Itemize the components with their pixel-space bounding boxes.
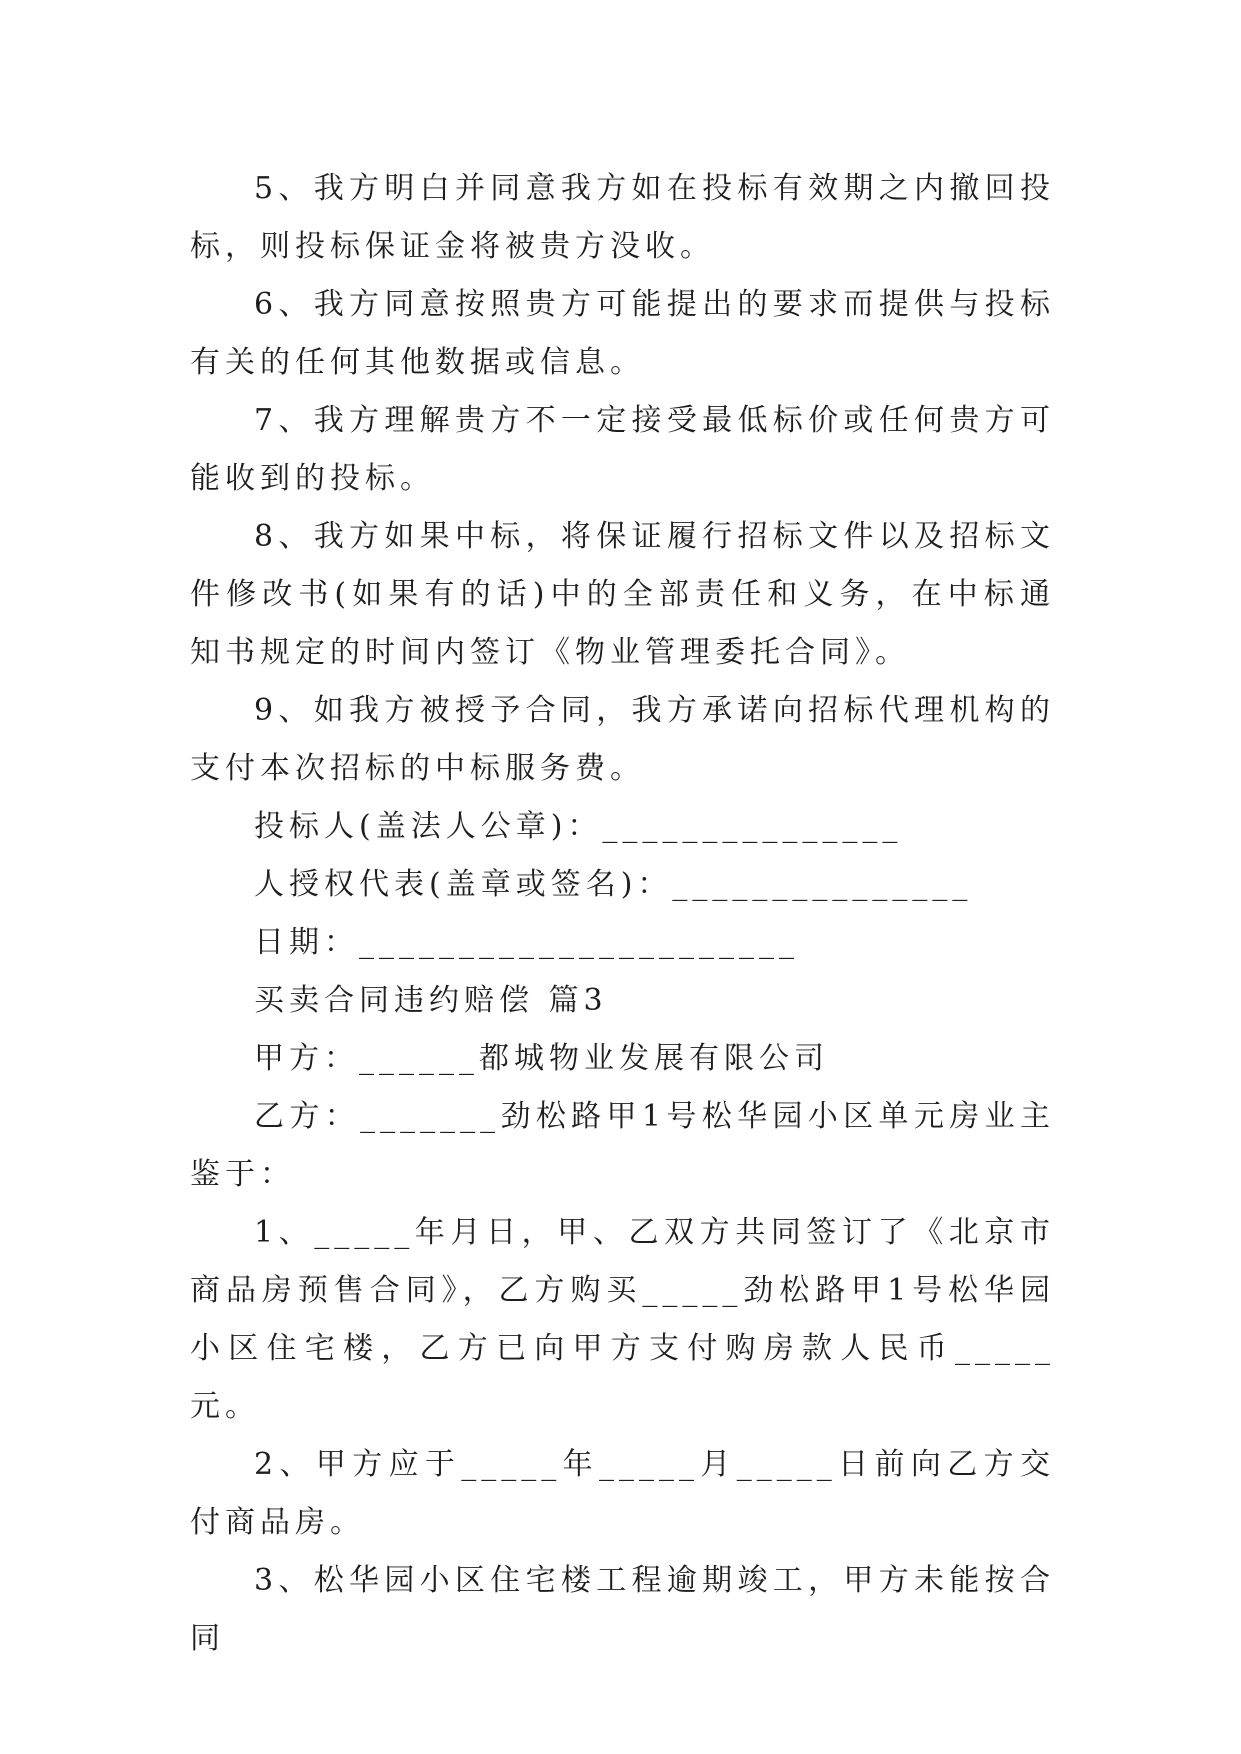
- party-b-line: 乙方：_______劲松路甲1号松华园小区单元房业主鉴于：: [190, 1099, 1055, 1192]
- authorized-rep-line: 人授权代表(盖章或签名)：_______________: [254, 867, 973, 902]
- clause-3: 3、松华园小区住宅楼工程逾期竣工，甲方未能按合同: [190, 1563, 1055, 1656]
- bidder-seal-line: 投标人(盖法人公章)：_______________: [254, 809, 903, 844]
- paragraph-9: 9、如我方被授予合同，我方承诺向招标代理机构的支付本次招标的中标服务费。: [190, 693, 1055, 786]
- paragraph-8: 8、我方如果中标，将保证履行招标文件以及招标文件修改书(如果有的话)中的全部责任和义务，在中标通知书规定的时间内签订《物业管理委托合同》。: [190, 519, 1055, 670]
- clause-1: 1、_____年月日，甲、乙双方共同签订了《北京市商品房预售合同》，乙方购买_____劲松路甲1号松华园小区住宅楼，乙方已向甲方支付购房款人民币_____元。: [190, 1215, 1055, 1424]
- date-line: 日期：______________________: [254, 925, 799, 960]
- document-body: [190, 160, 1055, 1668]
- clause-2: 2、甲方应于_____年_____月_____日前向乙方交付商品房。: [190, 1447, 1055, 1540]
- paragraph-6: 6、我方同意按照贵方可能提出的要求而提供与投标有关的任何其他数据或信息。: [190, 287, 1055, 380]
- paragraph-5: 5、我方明白并同意我方如在投标有效期之内撤回投标，则投标保证金将被贵方没收。: [190, 171, 1055, 264]
- section-title: 买卖合同违约赔偿 篇3: [254, 983, 608, 1018]
- paragraph-7: 7、我方理解贵方不一定接受最低标价或任何贵方可能收到的投标。: [190, 403, 1055, 496]
- party-a-line: 甲方：______都城物业发展有限公司: [254, 1041, 829, 1076]
